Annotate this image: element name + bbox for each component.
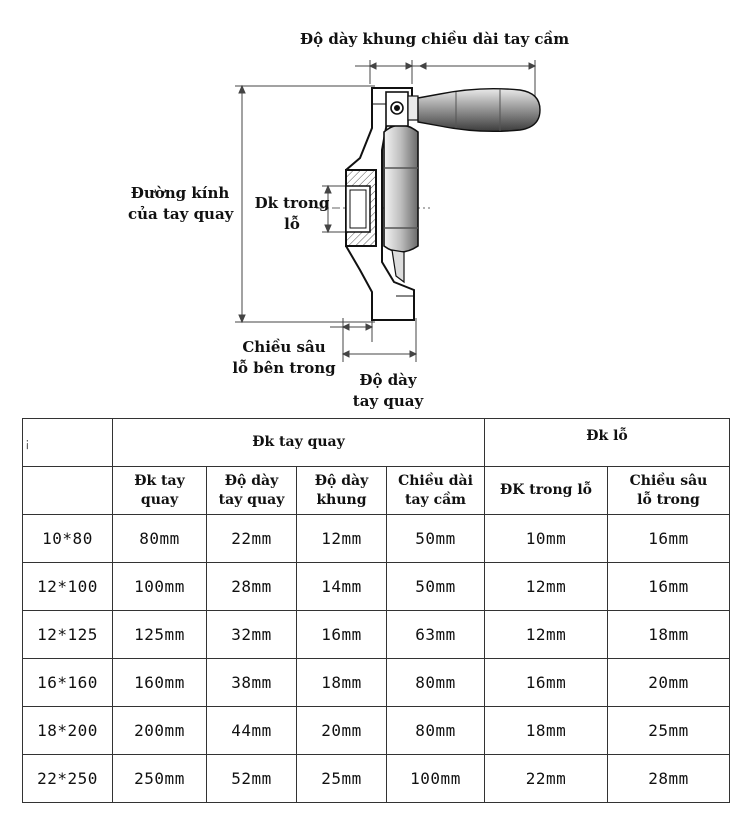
- cell-handle: 50mm: [387, 563, 485, 611]
- cell-thickness: 38mm: [207, 659, 297, 707]
- table-header-row-1: [23, 419, 730, 467]
- cell-dk: 200mm: [113, 707, 207, 755]
- cell-frame: 18mm: [297, 659, 387, 707]
- label-bore-depth-line1: Chiều sâu: [242, 338, 326, 356]
- cell-depth: 18mm: [608, 611, 730, 659]
- cell-model: 22*250: [23, 755, 113, 803]
- grip-handle: [418, 89, 540, 132]
- table-row: [23, 659, 730, 707]
- label-bore: [253, 193, 331, 235]
- col-header-bore: ĐK trong lỗ: [485, 467, 608, 515]
- cell-bore: 16mm: [485, 659, 608, 707]
- cell-bore: 10mm: [485, 515, 608, 563]
- col-header-dk-line1: Đk tay: [134, 472, 185, 489]
- table-empty-header: [23, 467, 113, 515]
- table-corner-cell: ¡: [23, 419, 113, 467]
- group-header-bore: Đk lỗ: [485, 419, 730, 467]
- cell-frame: 25mm: [297, 755, 387, 803]
- col-header-frame-line2: khung: [316, 491, 367, 508]
- cell-handle: 63mm: [387, 611, 485, 659]
- col-header-handle-line2: tay cầm: [405, 491, 466, 508]
- col-header-dk: [113, 467, 207, 515]
- cell-model: 10*80: [23, 515, 113, 563]
- label-wheel-diameter: [128, 183, 232, 225]
- col-header-thickness: [207, 467, 297, 515]
- cell-bore: 18mm: [485, 707, 608, 755]
- group-header-wheel: Đk tay quay: [113, 419, 485, 467]
- col-header-dk-line2: quay: [140, 491, 179, 508]
- col-header-depth: [608, 467, 730, 515]
- cell-depth: 28mm: [608, 755, 730, 803]
- col-header-thickness-line2: tay quay: [218, 491, 285, 508]
- cell-dk: 125mm: [113, 611, 207, 659]
- handle-pin: [386, 92, 418, 126]
- cell-frame: 20mm: [297, 707, 387, 755]
- cell-model: 18*200: [23, 707, 113, 755]
- label-wheel-thickness-line1: Độ dày: [359, 371, 417, 389]
- cell-thickness: 28mm: [207, 563, 297, 611]
- col-header-depth-line1: Chiều sâu: [629, 472, 708, 489]
- cell-dk: 160mm: [113, 659, 207, 707]
- cell-thickness: 22mm: [207, 515, 297, 563]
- table-row: [23, 515, 730, 563]
- col-header-thickness-line1: Độ dày: [224, 472, 279, 489]
- label-frame-handle: Độ dày khung chiều dài tay cầm: [300, 30, 570, 48]
- label-wheel-diameter-line1: Đường kính: [130, 184, 230, 202]
- cell-thickness: 52mm: [207, 755, 297, 803]
- cell-thickness: 32mm: [207, 611, 297, 659]
- label-bore-line1: Dk trong: [254, 194, 330, 212]
- cell-depth: 20mm: [608, 659, 730, 707]
- table-header-row-2: [23, 467, 730, 515]
- cell-model: 12*100: [23, 563, 113, 611]
- col-header-depth-line2: lỗ trong: [637, 491, 700, 508]
- cell-frame: 16mm: [297, 611, 387, 659]
- table-row: [23, 611, 730, 659]
- cell-handle: 80mm: [387, 707, 485, 755]
- cell-depth: 16mm: [608, 563, 730, 611]
- table-row: [23, 563, 730, 611]
- cell-depth: 16mm: [608, 515, 730, 563]
- label-bore-line2: lỗ: [284, 215, 300, 233]
- cell-dk: 80mm: [113, 515, 207, 563]
- label-wheel-diameter-line2: của tay quay: [128, 205, 234, 223]
- bottom-dimension-lines: [330, 318, 416, 362]
- cell-handle: 80mm: [387, 659, 485, 707]
- label-bore-depth-line2: lỗ bên trong: [232, 359, 336, 377]
- cell-dk: 250mm: [113, 755, 207, 803]
- cell-frame: 12mm: [297, 515, 387, 563]
- cell-model: 12*125: [23, 611, 113, 659]
- table-row: [23, 755, 730, 803]
- cell-frame: 14mm: [297, 563, 387, 611]
- label-wheel-thickness-line2: tay quay: [352, 392, 424, 410]
- cell-bore: 22mm: [485, 755, 608, 803]
- cell-handle: 100mm: [387, 755, 485, 803]
- col-header-frame: [297, 467, 387, 515]
- col-header-handle: [387, 467, 485, 515]
- cell-thickness: 44mm: [207, 707, 297, 755]
- col-header-frame-line1: Độ dày: [314, 472, 369, 489]
- cell-handle: 50mm: [387, 515, 485, 563]
- label-wheel-thickness: [346, 370, 430, 412]
- table-row: [23, 707, 730, 755]
- cell-depth: 25mm: [608, 707, 730, 755]
- label-bore-depth: [230, 337, 338, 379]
- col-header-handle-line1: Chiều dài: [398, 472, 473, 489]
- cell-bore: 12mm: [485, 563, 608, 611]
- cell-model: 16*160: [23, 659, 113, 707]
- spec-table: [22, 418, 730, 803]
- cell-bore: 12mm: [485, 611, 608, 659]
- cell-dk: 100mm: [113, 563, 207, 611]
